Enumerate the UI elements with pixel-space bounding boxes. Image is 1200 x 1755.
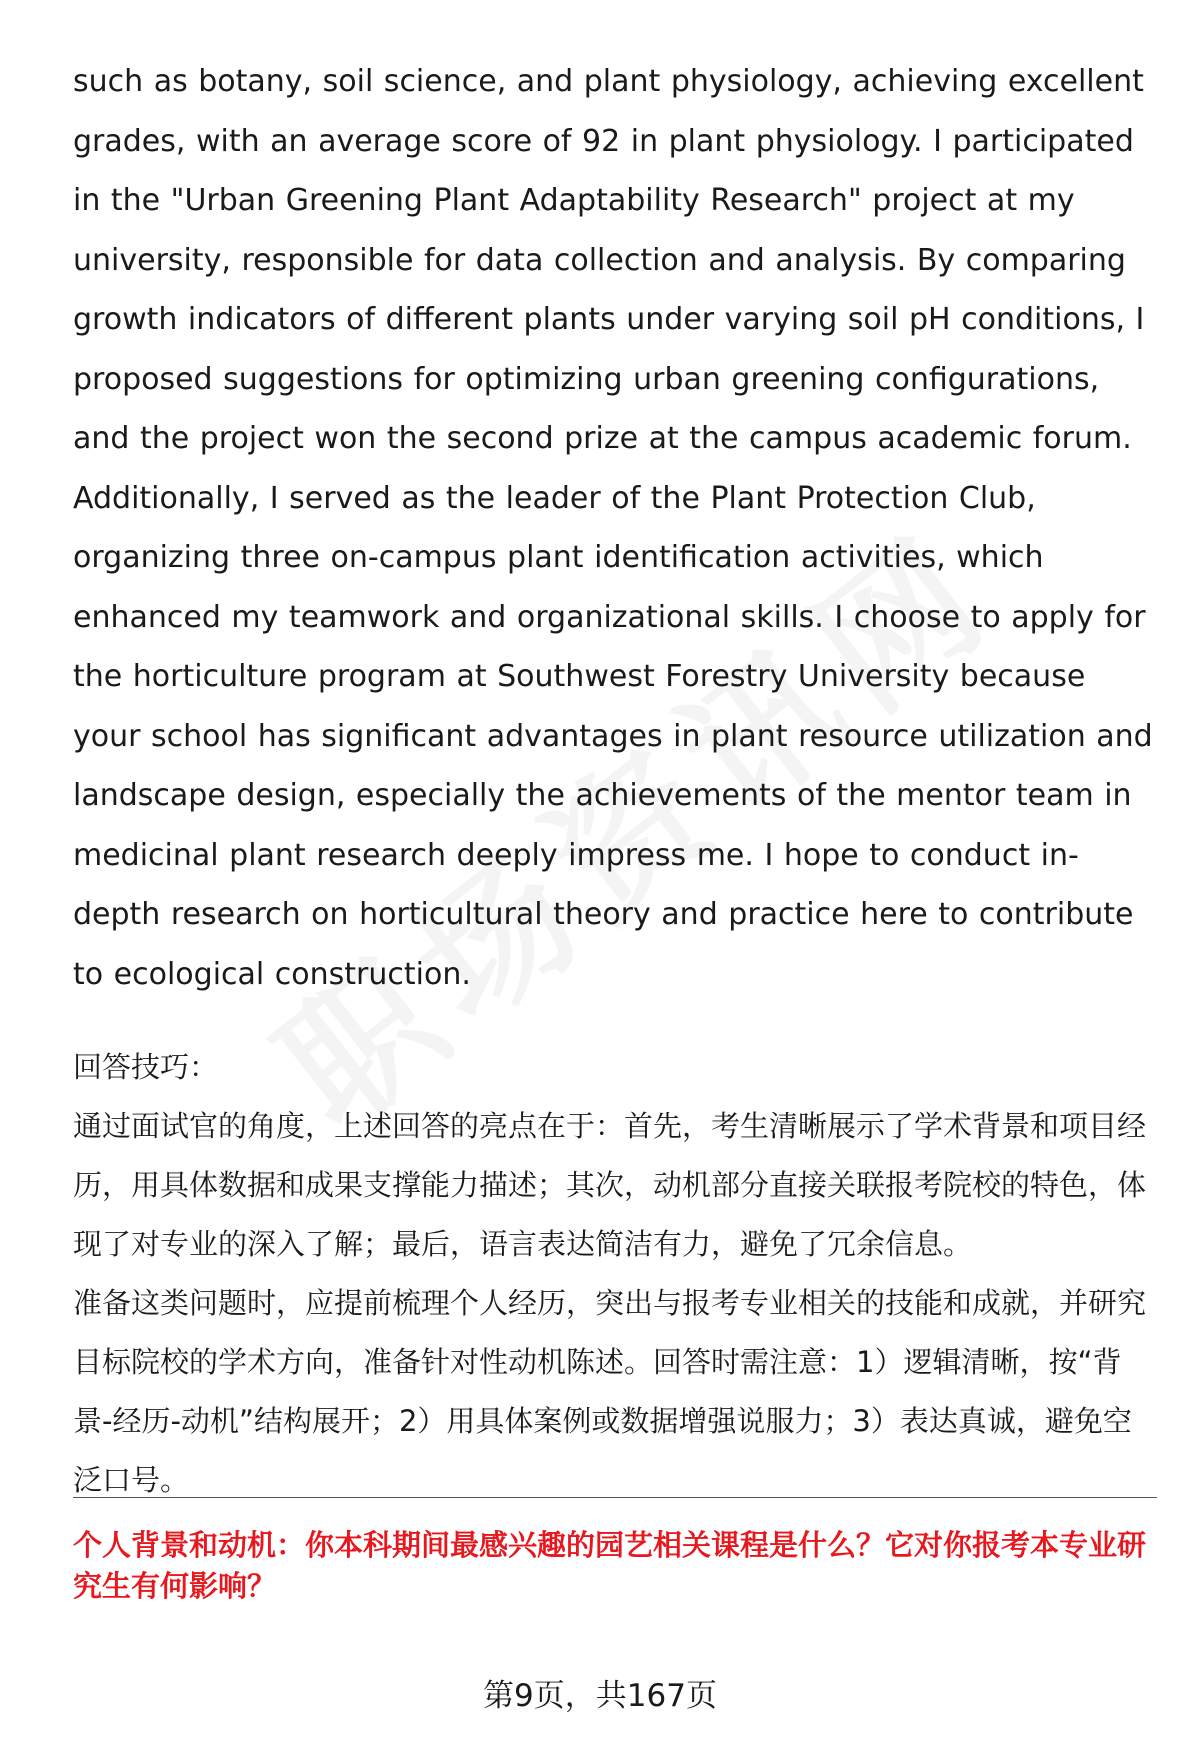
tips-paragraph-1: 通过面试官的角度，上述回答的亮点在于：首先，考生清晰展示了学术背景和项目经历，用具体数据和成果支撑能力描述；其次，动机部分直接关联报考院校的特色，体现了对专业的深入了解；最后，语言表达简洁有力，避免了冗余信息。	[73, 1109, 1147, 1261]
answer-paragraph: such as botany, soil science, and plant physiology, achieving excellent grades, with an average score of 92 in plant physiology. I participated in the "Urban Greening Plant Adaptability Research" project at my university, responsible for data collection and analysis. By comparing growth indicators of different plants under varying soil pH conditions, I proposed suggestions for optimizing urban greening configurations, and the project won the second prize at the campus academic forum. Additionally, I served as the leader of the Plant Protection Club, organizing three on-campus plant identification activities, which enhanced my teamwork and organizational skills. I choose to apply for the horticulture program at Southwest Forestry University because your school has significant advantages in plant resource utilization and landscape design, especially the achievements of the mentor team in medicinal plant research deeply impress me. I hope to conduct in-depth research on horticultural theory and practice here to contribute to ecological construction.	[73, 64, 1153, 992]
next-question-heading: 个人背景和动机：你本科期间最感兴趣的园艺相关课程是什么？它对你报考本专业研究生有何影响？	[73, 1528, 1147, 1603]
section-divider	[73, 1497, 1157, 1498]
tips-section	[73, 1038, 1158, 1510]
tips-title: 回答技巧：	[73, 1050, 219, 1084]
content-area	[73, 52, 1158, 1510]
page-number-footer: 第9页，共167页	[483, 1678, 717, 1714]
tips-paragraph-2: 准备这类问题时，应提前梳理个人经历，突出与报考专业相关的技能和成就，并研究目标院校的学术方向，准备针对性动机陈述。回答时需注意：1）逻辑清晰，按“背景-经历-动机”结构展开；2）用具体案例或数据增强说服力；3）表达真诚，避免空泛口号。	[73, 1286, 1147, 1497]
